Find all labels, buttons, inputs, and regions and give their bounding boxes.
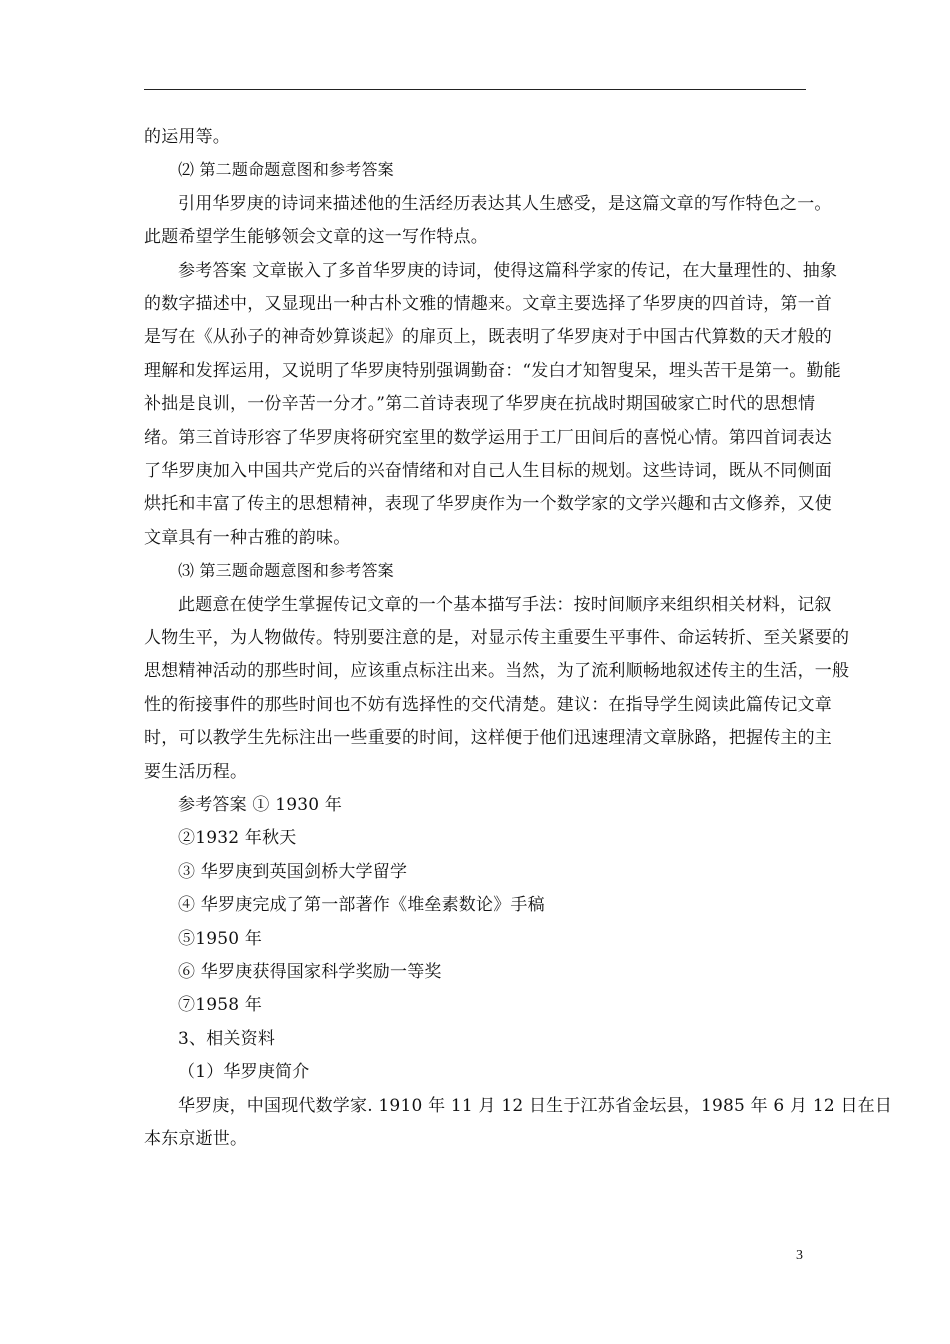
- text-line: 本东京逝世。: [144, 1129, 248, 1149]
- text-line: ④ 华罗庚完成了第一部著作《堆垒素数论》手稿: [178, 895, 545, 916]
- text-line: 是写在《从孙子的神奇妙算谈起》的扉页上，既表明了华罗庚对于中国古代算数的天才般的: [144, 327, 832, 348]
- section-heading: ⑵ 第二题命题意图和参考答案: [178, 160, 394, 180]
- text-line: 的运用等。: [144, 127, 230, 147]
- text-line: 烘托和丰富了传主的思想精神，表现了华罗庚作为一个数学家的文学兴趣和古文修养，又使: [144, 494, 832, 515]
- text-line: ⑤1950 年: [178, 928, 263, 949]
- text-line: 思想精神活动的那些时间，应该重点标注出来。当然，为了流利顺畅地叙述传主的生活，一般: [144, 661, 850, 682]
- text-line: 的数字描述中，又显现出一种古朴文雅的情趣来。文章主要选择了华罗庚的四首诗，第一首: [144, 294, 832, 314]
- text-line: 参考答案 文章嵌入了多首华罗庚的诗词，使得这篇科学家的传记，在大量理性的、抽象: [178, 260, 838, 281]
- text-line: 此题意在使学生掌握传记文章的一个基本描写手法：按时间顺序来组织相关材料，记叙: [178, 594, 832, 615]
- text-line: 3、相关资料: [178, 1028, 276, 1049]
- section-heading: ⑶ 第三题命题意图和参考答案: [178, 561, 394, 581]
- text-line: 了华罗庚加入中国共产党后的兴奋情绪和对自己人生目标的规划。这些诗词，既从不同侧面: [144, 461, 832, 481]
- text-line: 性的衔接事件的那些时间也不妨有选择性的交代清楚。建议：在指导学生阅读此篇传记文章: [144, 694, 832, 715]
- text-line: 要生活历程。: [144, 761, 248, 782]
- text-line: 理解和发挥运用，又说明了华罗庚特别强调勤奋：“发白才知智叟呆，埋头苦干是第一。勤能: [144, 360, 841, 381]
- text-line: 引用华罗庚的诗词来描述他的生活经历表达其人生感受，是这篇文章的写作特色之一。: [178, 193, 832, 214]
- text-line: ②1932 年秋天: [178, 828, 297, 849]
- text-line: ③ 华罗庚到英国剑桥大学留学: [178, 861, 408, 882]
- header-rule: [144, 89, 806, 90]
- text-line: （1）华罗庚简介: [178, 1062, 310, 1083]
- text-line: ⑦1958 年: [178, 995, 263, 1016]
- text-line: 文章具有一种古雅的韵味。: [144, 527, 351, 548]
- page-number: 3: [796, 1248, 803, 1263]
- text-line: 绪。第三首诗形容了华罗庚将研究室里的数学运用于工厂田间后的喜悦心情。第四首词表达: [144, 427, 832, 448]
- text-line: 华罗庚，中国现代数学家. 1910 年 11 月 12 日生于江苏省金坛县，1985 年 6 月 12 日在日: [178, 1095, 893, 1116]
- text-line: 时，可以教学生先标注出一些重要的时间，这样便于他们迅速理清文章脉路，把握传主的主: [144, 728, 832, 749]
- text-line: 参考答案 ① 1930 年: [178, 795, 343, 815]
- text-line: ⑥ 华罗庚获得国家科学奖励一等奖: [178, 962, 442, 982]
- text-line: 此题希望学生能够领会文章的这一写作特点。: [144, 227, 488, 248]
- text-line: 补拙是良训，一份辛苦一分才。”第二首诗表现了华罗庚在抗战时期国破家亡时代的思想情: [144, 394, 816, 415]
- text-line: 人物生平，为人物做传。特别要注意的是，对显示传主重要生平事件、命运转折、至关紧要的: [144, 628, 850, 648]
